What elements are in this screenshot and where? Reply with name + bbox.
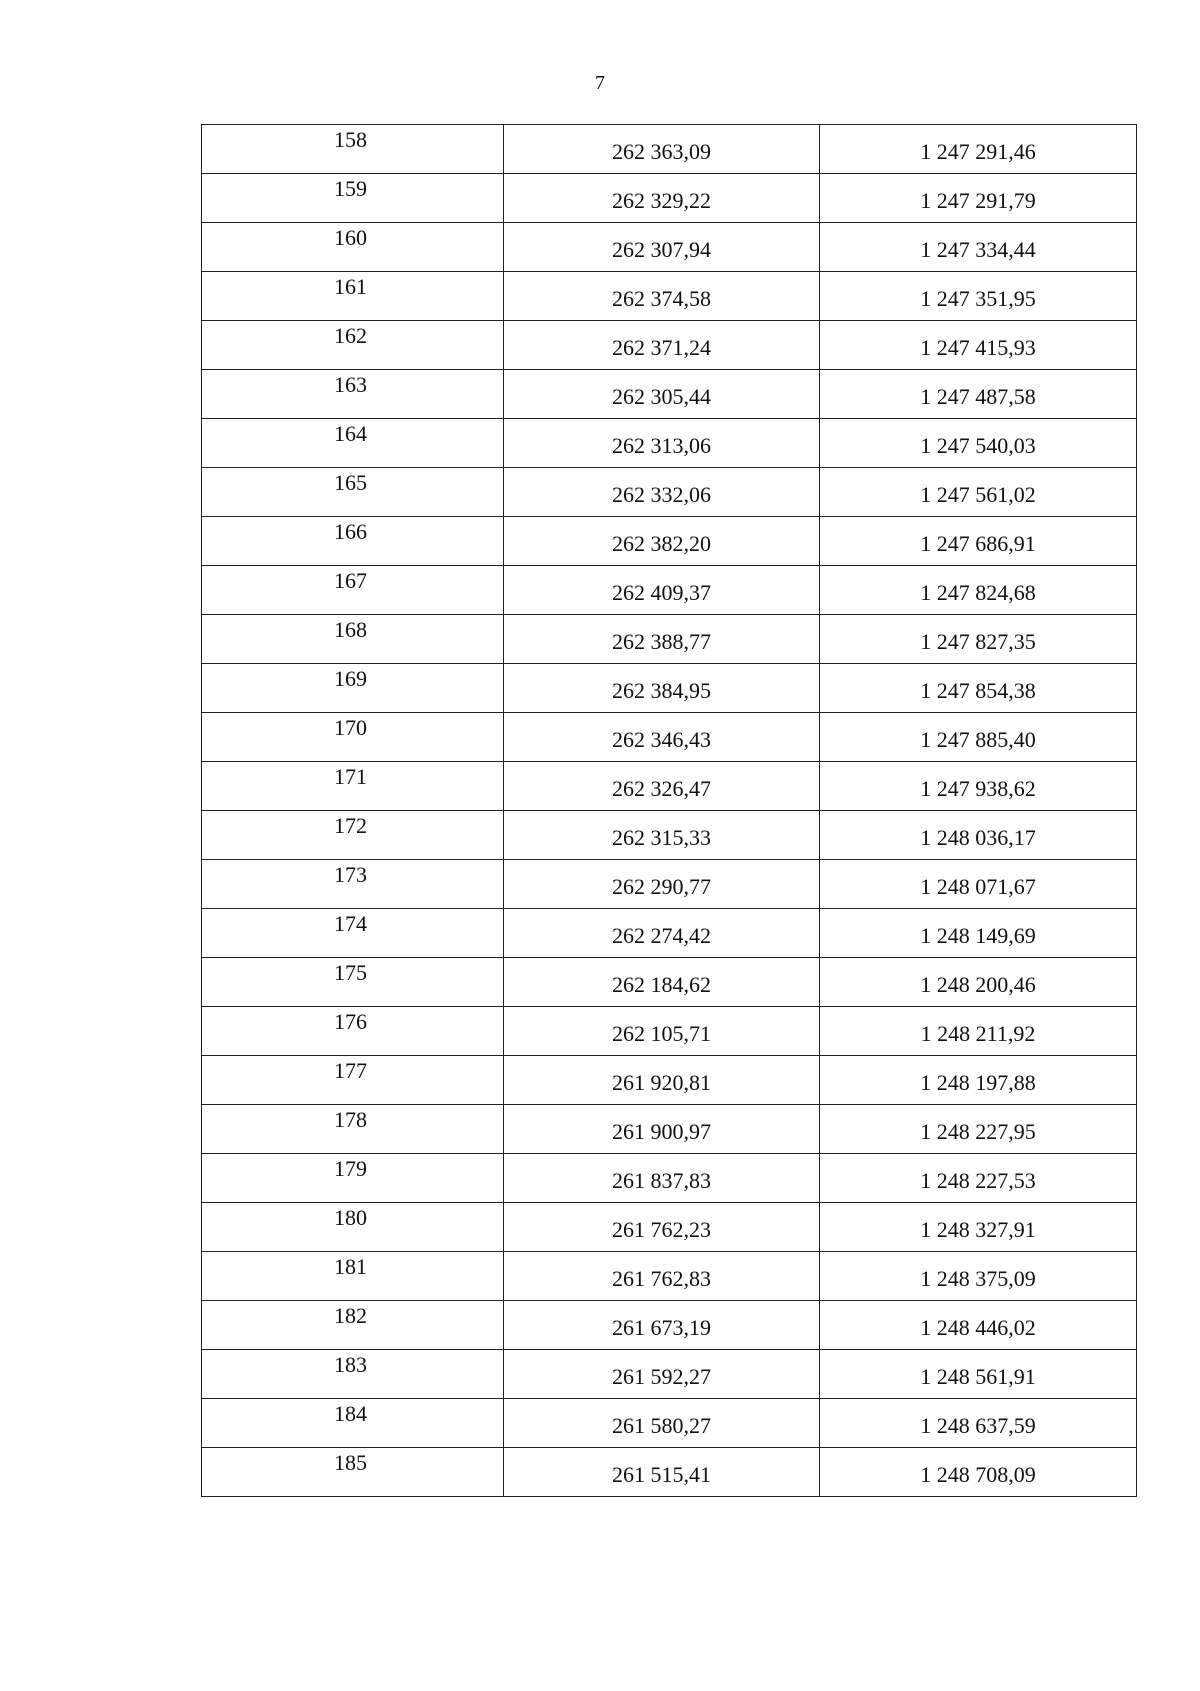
table-row: [202, 468, 1137, 517]
point-number: 166: [334, 519, 367, 544]
x-coordinate-cell: 262 326,47: [504, 762, 820, 811]
y-coordinate-cell: 1 248 197,88: [820, 1056, 1137, 1105]
y-coordinate-cell: 1 248 708,09: [820, 1448, 1137, 1497]
x-coordinate-cell: 261 673,19: [504, 1301, 820, 1350]
y-coordinate-cell: 1 247 561,02: [820, 468, 1137, 517]
y-coordinate-cell: 1 247 351,95: [820, 272, 1137, 321]
point-number-cell: [202, 1399, 504, 1448]
point-number: 169: [334, 666, 367, 691]
x-coordinate-cell: 262 105,71: [504, 1007, 820, 1056]
table-row: [202, 125, 1137, 174]
y-coordinate-cell: 1 247 827,35: [820, 615, 1137, 664]
point-number: 170: [334, 715, 367, 740]
point-number: 160: [334, 225, 367, 250]
point-number-cell: [202, 860, 504, 909]
x-coordinate-cell: 262 388,77: [504, 615, 820, 664]
x-coordinate-cell: 262 363,09: [504, 125, 820, 174]
point-number: 177: [334, 1058, 367, 1083]
point-number: 164: [334, 421, 367, 446]
y-coordinate-cell: 1 247 291,46: [820, 125, 1137, 174]
y-coordinate-cell: 1 247 415,93: [820, 321, 1137, 370]
table-row: [202, 615, 1137, 664]
point-number: 184: [334, 1401, 367, 1426]
table-row: [202, 762, 1137, 811]
point-number-cell: [202, 1105, 504, 1154]
table-row: [202, 1252, 1137, 1301]
table-body: [202, 125, 1137, 1497]
point-number: 183: [334, 1352, 367, 1377]
point-number: 172: [334, 813, 367, 838]
y-coordinate-cell: 1 248 200,46: [820, 958, 1137, 1007]
table-row: [202, 1154, 1137, 1203]
point-number-cell: [202, 1203, 504, 1252]
table-row: [202, 1399, 1137, 1448]
x-coordinate-cell: 262 315,33: [504, 811, 820, 860]
x-coordinate-cell: 261 762,23: [504, 1203, 820, 1252]
point-number-cell: [202, 223, 504, 272]
y-coordinate-cell: 1 248 071,67: [820, 860, 1137, 909]
point-number-cell: [202, 125, 504, 174]
point-number-cell: [202, 1154, 504, 1203]
point-number: 182: [334, 1303, 367, 1328]
point-number: 178: [334, 1107, 367, 1132]
point-number: 174: [334, 911, 367, 936]
x-coordinate-cell: 262 307,94: [504, 223, 820, 272]
page-number: 7: [595, 72, 605, 94]
x-coordinate-cell: 262 409,37: [504, 566, 820, 615]
point-number-cell: [202, 321, 504, 370]
y-coordinate-cell: 1 247 540,03: [820, 419, 1137, 468]
table-row: [202, 174, 1137, 223]
table-row: [202, 1203, 1137, 1252]
point-number-cell: [202, 517, 504, 566]
y-coordinate-cell: 1 248 036,17: [820, 811, 1137, 860]
x-coordinate-cell: 261 515,41: [504, 1448, 820, 1497]
table-row: [202, 419, 1137, 468]
coordinates-table: [201, 124, 1137, 1497]
table-row: [202, 860, 1137, 909]
table-row: [202, 272, 1137, 321]
table-row: [202, 664, 1137, 713]
y-coordinate-cell: 1 248 227,53: [820, 1154, 1137, 1203]
x-coordinate-cell: 262 313,06: [504, 419, 820, 468]
table-row: [202, 1105, 1137, 1154]
point-number: 179: [334, 1156, 367, 1181]
y-coordinate-cell: 1 247 334,44: [820, 223, 1137, 272]
point-number: 163: [334, 372, 367, 397]
point-number-cell: [202, 1448, 504, 1497]
point-number: 173: [334, 862, 367, 887]
y-coordinate-cell: 1 247 291,79: [820, 174, 1137, 223]
y-coordinate-cell: 1 248 149,69: [820, 909, 1137, 958]
x-coordinate-cell: 261 762,83: [504, 1252, 820, 1301]
point-number: 167: [334, 568, 367, 593]
point-number-cell: [202, 958, 504, 1007]
x-coordinate-cell: 261 920,81: [504, 1056, 820, 1105]
point-number-cell: [202, 1252, 504, 1301]
point-number-cell: [202, 1007, 504, 1056]
table-row: [202, 958, 1137, 1007]
point-number: 162: [334, 323, 367, 348]
table-row: [202, 909, 1137, 958]
y-coordinate-cell: 1 248 227,95: [820, 1105, 1137, 1154]
x-coordinate-cell: 262 290,77: [504, 860, 820, 909]
x-coordinate-cell: 261 580,27: [504, 1399, 820, 1448]
point-number: 176: [334, 1009, 367, 1034]
table-row: [202, 1056, 1137, 1105]
y-coordinate-cell: 1 247 686,91: [820, 517, 1137, 566]
point-number-cell: [202, 566, 504, 615]
point-number-cell: [202, 272, 504, 321]
point-number-cell: [202, 811, 504, 860]
table-row: [202, 321, 1137, 370]
point-number: 165: [334, 470, 367, 495]
table-row: [202, 1350, 1137, 1399]
point-number: 171: [334, 764, 367, 789]
point-number: 159: [334, 176, 367, 201]
y-coordinate-cell: 1 247 824,68: [820, 566, 1137, 615]
y-coordinate-cell: 1 248 211,92: [820, 1007, 1137, 1056]
x-coordinate-cell: 262 184,62: [504, 958, 820, 1007]
x-coordinate-cell: 262 371,24: [504, 321, 820, 370]
point-number-cell: [202, 615, 504, 664]
point-number: 175: [334, 960, 367, 985]
point-number-cell: [202, 419, 504, 468]
point-number: 180: [334, 1205, 367, 1230]
point-number-cell: [202, 174, 504, 223]
point-number-cell: [202, 1301, 504, 1350]
table-row: [202, 517, 1137, 566]
table-row: [202, 1007, 1137, 1056]
point-number-cell: [202, 664, 504, 713]
point-number: 168: [334, 617, 367, 642]
x-coordinate-cell: 261 900,97: [504, 1105, 820, 1154]
x-coordinate-cell: 262 384,95: [504, 664, 820, 713]
point-number-cell: [202, 762, 504, 811]
x-coordinate-cell: 262 346,43: [504, 713, 820, 762]
x-coordinate-cell: 261 837,83: [504, 1154, 820, 1203]
point-number-cell: [202, 1350, 504, 1399]
point-number: 158: [334, 127, 367, 152]
point-number-cell: [202, 370, 504, 419]
x-coordinate-cell: 262 332,06: [504, 468, 820, 517]
point-number: 161: [334, 274, 367, 299]
table-row: [202, 370, 1137, 419]
table-row: [202, 811, 1137, 860]
y-coordinate-cell: 1 248 375,09: [820, 1252, 1137, 1301]
point-number: 181: [334, 1254, 367, 1279]
table-row: [202, 1301, 1137, 1350]
point-number-cell: [202, 909, 504, 958]
x-coordinate-cell: 262 374,58: [504, 272, 820, 321]
y-coordinate-cell: 1 248 446,02: [820, 1301, 1137, 1350]
y-coordinate-cell: 1 248 561,91: [820, 1350, 1137, 1399]
y-coordinate-cell: 1 247 938,62: [820, 762, 1137, 811]
y-coordinate-cell: 1 248 327,91: [820, 1203, 1137, 1252]
x-coordinate-cell: 262 329,22: [504, 174, 820, 223]
point-number-cell: [202, 1056, 504, 1105]
point-number-cell: [202, 468, 504, 517]
y-coordinate-cell: 1 247 487,58: [820, 370, 1137, 419]
x-coordinate-cell: 262 305,44: [504, 370, 820, 419]
point-number-cell: [202, 713, 504, 762]
x-coordinate-cell: 262 274,42: [504, 909, 820, 958]
table-row: [202, 566, 1137, 615]
y-coordinate-cell: 1 247 885,40: [820, 713, 1137, 762]
table-row: [202, 223, 1137, 272]
y-coordinate-cell: 1 248 637,59: [820, 1399, 1137, 1448]
y-coordinate-cell: 1 247 854,38: [820, 664, 1137, 713]
table-row: [202, 713, 1137, 762]
point-number: 185: [334, 1450, 367, 1475]
x-coordinate-cell: 262 382,20: [504, 517, 820, 566]
x-coordinate-cell: 261 592,27: [504, 1350, 820, 1399]
table-row: [202, 1448, 1137, 1497]
